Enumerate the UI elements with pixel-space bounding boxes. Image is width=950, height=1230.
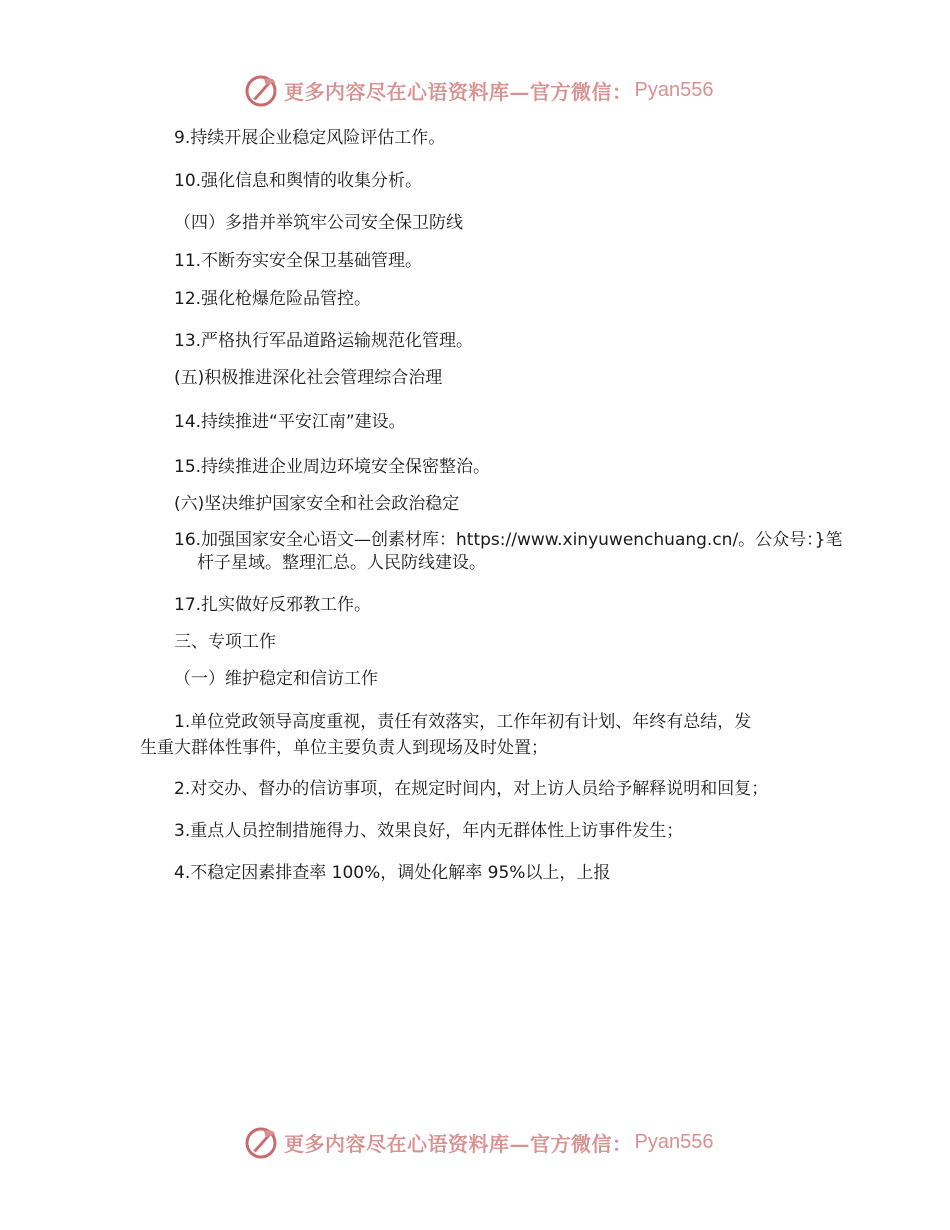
- item-13: 13.严格执行军品道路运输规范化管理。: [174, 331, 474, 351]
- chapter-heading-3: 三、专项工作: [174, 632, 276, 652]
- item-14: 14.持续推进“平安江南”建设。: [174, 412, 406, 432]
- para-3: 3.重点人员控制措施得力、效果良好，年内无群体性上访事件发生；: [174, 821, 684, 841]
- item-9: 9.持续开展企业稳定风险评估工作。: [174, 128, 446, 148]
- item-17: 17.扎实做好反邪教工作。: [174, 595, 372, 615]
- item-10: 10.强化信息和舆情的收集分析。: [174, 171, 423, 191]
- header-watermark: [244, 72, 713, 108]
- item-16-line-2: 杆子星域。整理汇总。人民防线建设。: [197, 553, 486, 573]
- para-4: 4.不稳定因素排查率 100%，调处化解率 95%以上，上报: [174, 863, 611, 883]
- quill-logo-icon: [244, 73, 278, 107]
- watermark-wechat-id: Pyan556: [634, 78, 714, 101]
- item-12: 12.强化枪爆危险品管控。: [174, 289, 372, 309]
- item-11: 11.不断夯实安全保卫基础管理。: [174, 251, 423, 271]
- section-heading-5: (五)积极推进深化社会管理综合治理: [174, 368, 443, 388]
- quill-logo-icon: [244, 1125, 278, 1159]
- para-1-line-2: 生重大群体性事件，单位主要负责人到现场及时处置；: [140, 738, 548, 758]
- watermark-wechat-id: Pyan556: [634, 1130, 714, 1153]
- watermark-text: 更多内容尽在心语资料库—官方微信：: [284, 1131, 633, 1156]
- section-heading-4: （四）多措并举筑牢公司安全保卫防线: [174, 213, 463, 233]
- item-15: 15.持续推进企业周边环境安全保密整治。: [174, 457, 491, 477]
- footer-watermark: [244, 1124, 713, 1160]
- para-1-line-1: 1.单位党政领导高度重视，责任有效落实，工作年初有计划、年终有总结，发: [174, 712, 752, 732]
- item-16-line-1: 16.加强国家安全心语文—创素材库：https://www.xinyuwenchuang.cn/。公众号：}笔: [174, 530, 843, 550]
- section-heading-6: (六)坚决维护国家安全和社会政治稳定: [174, 494, 460, 514]
- para-2: 2.对交办、督办的信访事项，在规定时间内，对上访人员给予解释说明和回复；: [174, 779, 769, 799]
- subsection-heading-1: （一）维护稳定和信访工作: [174, 669, 378, 689]
- watermark-text: 更多内容尽在心语资料库—官方微信：: [284, 79, 633, 104]
